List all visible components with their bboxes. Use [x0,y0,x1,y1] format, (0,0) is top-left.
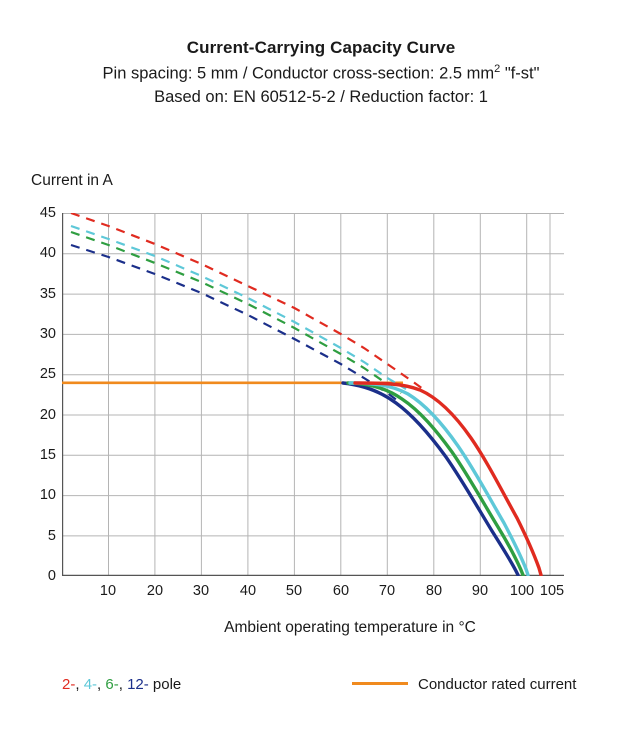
rated-current-swatch [352,682,408,685]
legend-pole-word: pole [148,676,182,693]
y-tick-10: 10 [39,487,56,503]
subtitle-suffix: "f-st" [500,64,540,83]
x-tick-105: 105 [539,583,565,599]
legend-6-pole: 6- [105,676,119,693]
legend-rated-current [352,676,576,693]
legend-sep-2: , [97,676,106,693]
x-tick-10: 10 [99,583,117,599]
legend-4-pole: 4- [83,676,98,693]
legend-poles [62,676,181,693]
y-tick-25: 25 [39,366,56,382]
subtitle-text: Pin spacing: 5 mm / Conductor cross-section: 2.5 mm [102,64,495,83]
plot-area [62,213,564,576]
x-tick-20: 20 [146,583,164,599]
x-tick-60: 60 [332,583,350,599]
y-tick-5: 5 [47,528,56,544]
x-axis-title: Ambient operating temperature in °C [224,619,476,636]
chart-subtitle-line-2: Based on: EN 60512-5-2 / Reduction factor: 1 [154,87,488,106]
y-tick-30: 30 [39,326,56,342]
x-tick-90: 90 [471,583,489,599]
y-tick-0: 0 [47,568,56,584]
legend-2-pole: 2- [62,676,76,693]
y-tick-40: 40 [39,245,56,261]
x-tick-100: 100 [509,583,535,599]
subtitle-superscript: 2 [494,63,501,75]
y-axis-title: Current in A [31,172,113,189]
y-tick-20: 20 [39,407,56,423]
y-tick-45: 45 [39,205,56,221]
title-block [0,38,642,111]
chart-title: Current-Carrying Capacity Curve [186,38,456,57]
y-tick-15: 15 [39,447,56,463]
x-tick-30: 30 [192,583,210,599]
x-tick-40: 40 [239,583,257,599]
chart-subtitle-line-1 [0,63,642,84]
legend-rated-current-label: Conductor rated current [418,676,577,693]
chart-legend [0,676,642,706]
x-tick-70: 70 [378,583,396,599]
x-tick-50: 50 [285,583,303,599]
legend-sep-3: , [118,676,128,693]
legend-sep-1: , [75,676,84,693]
y-tick-35: 35 [39,286,56,302]
x-tick-80: 80 [425,583,443,599]
legend-12-pole: 12- [127,676,149,693]
